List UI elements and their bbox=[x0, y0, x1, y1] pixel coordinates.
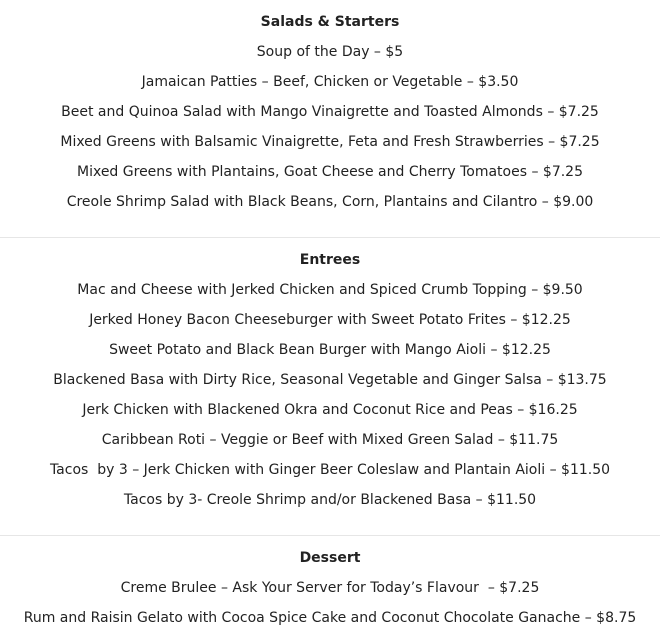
menu-item: Creme Brulee – Ask Your Server for Today’s Flavour – $7.25 bbox=[120, 580, 540, 596]
menu-item: Creole Shrimp Salad with Black Beans, Corn, Plantains and Cilantro – $9.00 bbox=[66, 194, 594, 210]
menu-section-dessert bbox=[0, 536, 660, 638]
section-title: Dessert bbox=[299, 550, 361, 566]
menu-section-salads-starters bbox=[0, 0, 660, 222]
menu-item: Tacos by 3 – Jerk Chicken with Ginger Beer Coleslaw and Plantain Aioli – $11.50 bbox=[49, 462, 611, 478]
menu-item: Rum and Raisin Gelato with Cocoa Spice Cake and Coconut Chocolate Ganache – $8.75 bbox=[23, 610, 637, 626]
menu-item: Mixed Greens with Plantains, Goat Cheese and Cherry Tomatoes – $7.25 bbox=[77, 164, 583, 180]
menu-item: Soup of the Day – $5 bbox=[256, 44, 404, 60]
menu-item: Jamaican Patties – Beef, Chicken or Vegetable – $3.50 bbox=[141, 74, 519, 90]
menu-item: Blackened Basa with Dirty Rice, Seasonal Vegetable and Ginger Salsa – $13.75 bbox=[53, 372, 607, 388]
menu-item: Beet and Quinoa Salad with Mango Vinaigrette and Toasted Almonds – $7.25 bbox=[61, 104, 599, 120]
menu-item: Jerked Honey Bacon Cheeseburger with Sweet Potato Frites – $12.25 bbox=[89, 312, 571, 328]
menu-item: Mixed Greens with Balsamic Vinaigrette, Feta and Fresh Strawberries – $7.25 bbox=[60, 134, 600, 150]
menu-item: Tacos by 3- Creole Shrimp and/or Blackened Basa – $11.50 bbox=[123, 492, 537, 508]
menu-section-entrees bbox=[0, 238, 660, 520]
menu-item: Jerk Chicken with Blackened Okra and Coconut Rice and Peas – $16.25 bbox=[82, 402, 578, 418]
menu-item: Mac and Cheese with Jerked Chicken and Spiced Crumb Topping – $9.50 bbox=[77, 282, 583, 298]
menu-item: Sweet Potato and Black Bean Burger with Mango Aioli – $12.25 bbox=[109, 342, 551, 358]
section-title: Entrees bbox=[299, 252, 361, 268]
section-title: Salads & Starters bbox=[260, 14, 400, 30]
menu-item: Caribbean Roti – Veggie or Beef with Mixed Green Salad – $11.75 bbox=[101, 432, 559, 448]
